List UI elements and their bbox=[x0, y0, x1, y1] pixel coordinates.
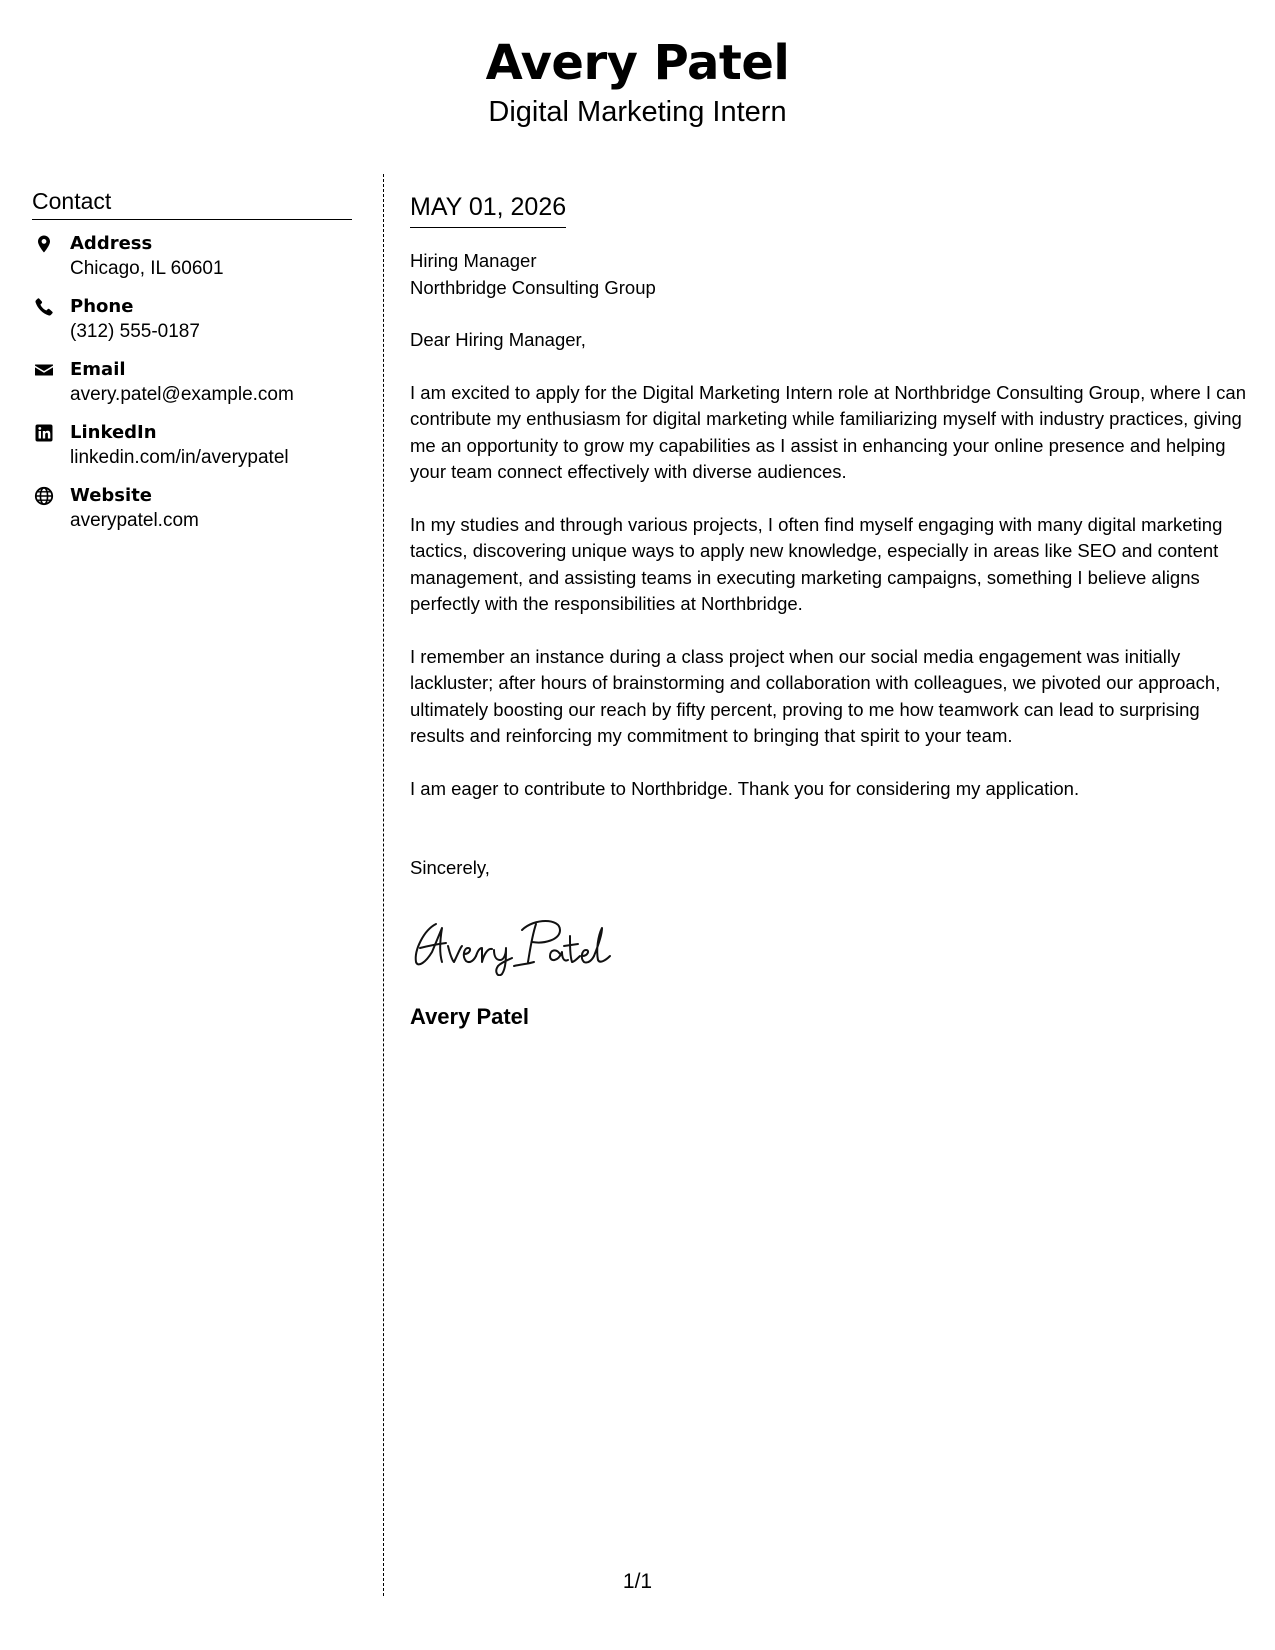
contact-label: LinkedIn bbox=[70, 422, 157, 443]
letter-paragraph: I am excited to apply for the Digital Marketing Intern role at Northbridge Consulting Group, where I can contribute my enthusiasm for digital marketing while familiarizing myself with industry practices, giving me an opportunity to grow my capabilities as I assist in enhancing your online presence and helping your team connect effectively with diverse audiences. bbox=[410, 381, 1247, 482]
contact-value: linkedin.com/in/averypatel bbox=[70, 447, 289, 468]
contact-item-address bbox=[32, 232, 352, 295]
contact-sidebar bbox=[32, 186, 352, 547]
contact-list bbox=[32, 232, 352, 547]
contact-value: (312) 555-0187 bbox=[70, 321, 200, 342]
letter-paragraph: In my studies and through various projects, I often find myself engaging with many digital marketing tactics, discovering unique ways to apply new knowledge, especially in areas like SEO and content management, and assisting teams in executing marketing campaigns, something I believe aligns perfectly with the responsibilities at Northbridge. bbox=[410, 513, 1223, 614]
applicant-name: Avery Patel bbox=[485, 35, 790, 91]
contact-label: Address bbox=[70, 233, 153, 254]
linkedin-icon bbox=[34, 423, 54, 443]
contact-item-website bbox=[32, 484, 352, 547]
contact-value: avery.patel@example.com bbox=[70, 384, 294, 405]
contact-item-linkedin bbox=[32, 421, 352, 484]
contact-value: Chicago, IL 60601 bbox=[70, 258, 224, 279]
map-pin-icon bbox=[34, 234, 54, 254]
contact-value: averypatel.com bbox=[70, 510, 199, 531]
contact-item-email bbox=[32, 358, 352, 421]
envelope-icon bbox=[34, 360, 54, 380]
closing: Sincerely, bbox=[410, 857, 490, 878]
salutation: Dear Hiring Manager, bbox=[410, 329, 586, 350]
recipient-title: Hiring Manager bbox=[410, 250, 537, 271]
letter-date: MAY 01, 2026 bbox=[410, 191, 566, 228]
recipient-block bbox=[410, 248, 1250, 301]
signer-name: Avery Patel bbox=[410, 1004, 530, 1029]
contact-label: Phone bbox=[70, 296, 134, 317]
phone-icon bbox=[34, 297, 54, 317]
letter-paragraph: I am eager to contribute to Northbridge. Thank you for considering my application. bbox=[410, 777, 1080, 799]
contact-label: Email bbox=[70, 359, 126, 380]
contact-item-phone bbox=[32, 295, 352, 358]
recipient-company: Northbridge Consulting Group bbox=[410, 276, 656, 298]
globe-icon bbox=[34, 486, 54, 506]
contact-label: Website bbox=[70, 485, 153, 506]
contact-heading: Contact bbox=[32, 186, 352, 220]
letter-paragraph: I remember an instance during a class project when our social media engagement was initially lackluster; after hours of brainstorming and collaboration with colleagues, we pivoted our approach, ultimately boosting our reach by fifty percent, proving to me how teamwork can lead to surprising results and reinforcing my commitment to bringing that spirit to your team. bbox=[410, 645, 1221, 746]
letter-body bbox=[410, 191, 1250, 1031]
column-divider bbox=[383, 174, 384, 1596]
handwritten-signature bbox=[410, 906, 630, 976]
applicant-role: Digital Marketing Intern bbox=[488, 96, 787, 128]
page-number: 1/1 bbox=[622, 1570, 653, 1593]
